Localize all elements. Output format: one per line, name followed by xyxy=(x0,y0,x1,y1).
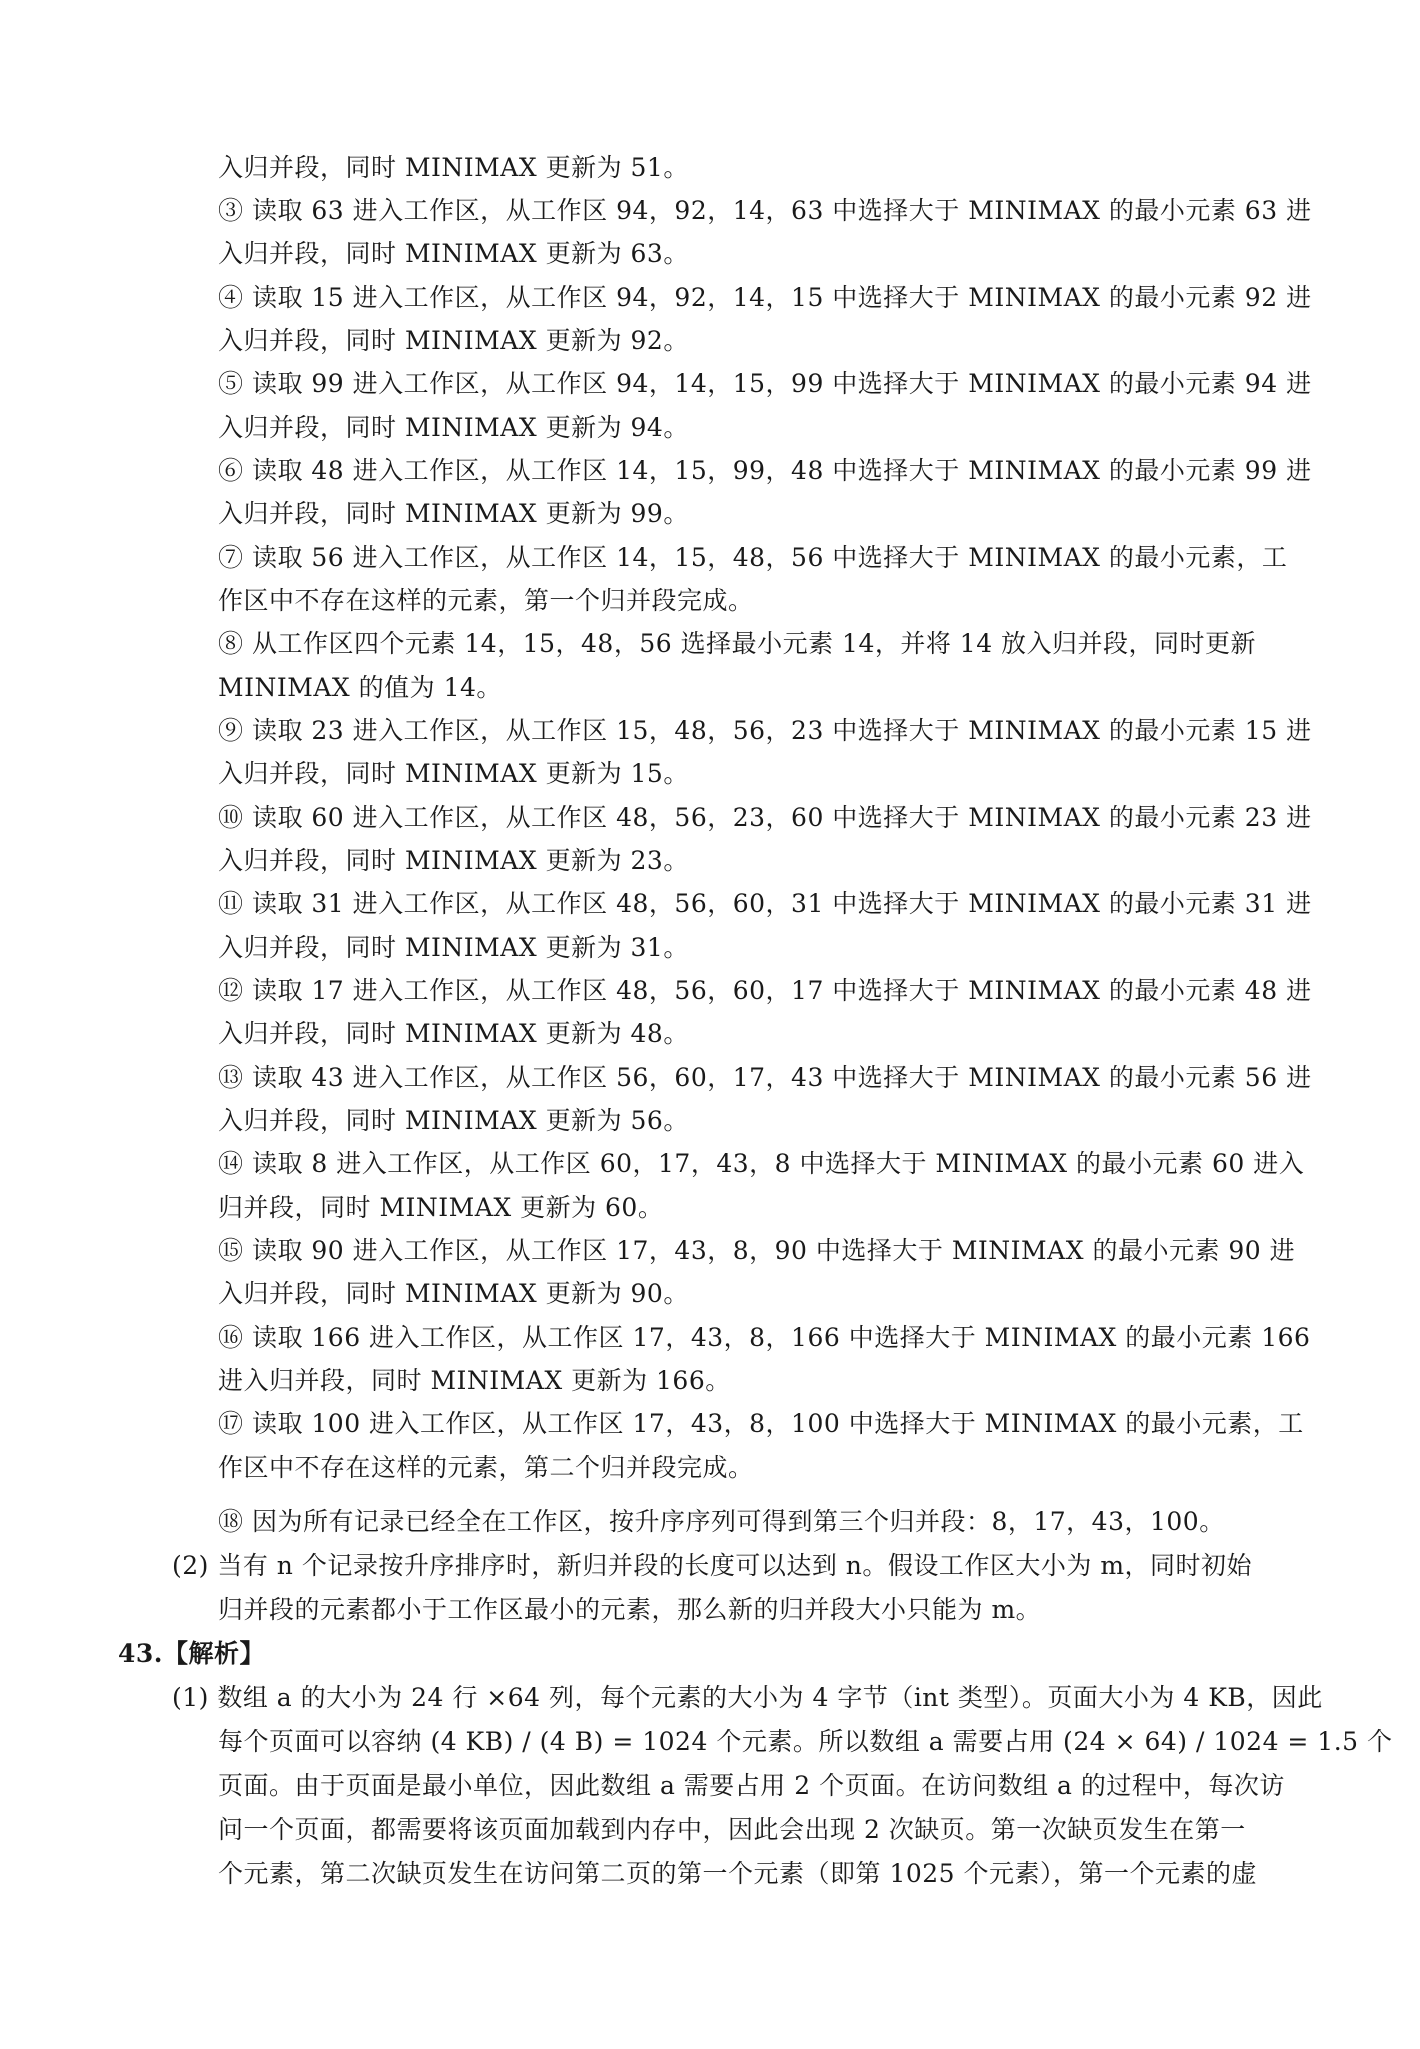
text-line: 入归并段，同时 MINIMAX 更新为 23。 xyxy=(218,846,689,875)
text-line: MINIMAX 的值为 14。 xyxy=(218,673,502,702)
text-line: 入归并段，同时 MINIMAX 更新为 90。 xyxy=(218,1279,689,1308)
section-heading: 43.【解析】 xyxy=(118,1639,265,1668)
text-line: 入归并段，同时 MINIMAX 更新为 56。 xyxy=(218,1106,689,1135)
text-line: ⑦ 读取 56 进入工作区，从工作区 14，15，48，56 中选择大于 MINIMAX 的最小元素，工 xyxy=(218,543,1288,572)
text-line: ⑯ 读取 166 进入工作区，从工作区 17，43，8，166 中选择大于 MINIMAX 的最小元素 166 xyxy=(218,1323,1311,1352)
text-line: ⑥ 读取 48 进入工作区，从工作区 14，15，99，48 中选择大于 MINIMAX 的最小元素 99 进 xyxy=(218,456,1312,485)
text-line: (2) 当有 n 个记录按升序排序时，新归并段的长度可以达到 n。假设工作区大小为 m，同时初始 xyxy=(172,1551,1253,1580)
text-line: 进入归并段，同时 MINIMAX 更新为 166。 xyxy=(218,1366,731,1395)
text-line: 归并段的元素都小于工作区最小的元素，那么新的归并段大小只能为 m。 xyxy=(218,1595,1042,1624)
text-line: ⑩ 读取 60 进入工作区，从工作区 48，56，23，60 中选择大于 MINIMAX 的最小元素 23 进 xyxy=(218,803,1312,832)
text-line: 作区中不存在这样的元素，第二个归并段完成。 xyxy=(218,1453,754,1482)
text-line: ⑬ 读取 43 进入工作区，从工作区 56，60，17，43 中选择大于 MINIMAX 的最小元素 56 进 xyxy=(218,1063,1312,1092)
text-line: 个元素，第二次缺页发生在访问第二页的第一个元素（即第 1025 个元素），第一个元素的虚 xyxy=(218,1859,1258,1888)
text-line: 入归并段，同时 MINIMAX 更新为 31。 xyxy=(218,933,689,962)
text-line: 入归并段，同时 MINIMAX 更新为 92。 xyxy=(218,326,689,355)
text-line: 入归并段，同时 MINIMAX 更新为 15。 xyxy=(218,759,689,788)
text-line: ⑫ 读取 17 进入工作区，从工作区 48，56，60，17 中选择大于 MINIMAX 的最小元素 48 进 xyxy=(218,976,1312,1005)
text-line: ③ 读取 63 进入工作区，从工作区 94，92，14，63 中选择大于 MINIMAX 的最小元素 63 进 xyxy=(218,196,1312,225)
text-line: 入归并段，同时 MINIMAX 更新为 48。 xyxy=(218,1019,689,1048)
text-line: ⑱ 因为所有记录已经全在工作区，按升序序列可得到第三个归并段：8，17，43，100。 xyxy=(218,1507,1225,1536)
text-line: 问一个页面，都需要将该页面加载到内存中，因此会出现 2 次缺页。第一次缺页发生在第一 xyxy=(218,1815,1246,1844)
text-line: (1) 数组 a 的大小为 24 行 ×64 列，每个元素的大小为 4 字节（int 类型）。页面大小为 4 KB，因此 xyxy=(172,1683,1323,1712)
text-line: 入归并段，同时 MINIMAX 更新为 94。 xyxy=(218,413,689,442)
text-line: ⑰ 读取 100 进入工作区，从工作区 17，43，8，100 中选择大于 MINIMAX 的最小元素，工 xyxy=(218,1409,1304,1438)
text-line: ⑧ 从工作区四个元素 14，15，48，56 选择最小元素 14，并将 14 放入归并段，同时更新 xyxy=(218,629,1257,658)
text-line: ⑭ 读取 8 进入工作区，从工作区 60，17，43，8 中选择大于 MINIMAX 的最小元素 60 进入 xyxy=(218,1149,1305,1178)
text-line: 归并段，同时 MINIMAX 更新为 60。 xyxy=(218,1193,664,1222)
text-line: ⑮ 读取 90 进入工作区，从工作区 17，43，8，90 中选择大于 MINIMAX 的最小元素 90 进 xyxy=(218,1236,1296,1265)
text-line: 入归并段，同时 MINIMAX 更新为 63。 xyxy=(218,239,689,268)
text-line: 每个页面可以容纳 (4 KB) / (4 B) = 1024 个元素。所以数组 a 需要占用 (24 × 64) / 1024 = 1.5 个 xyxy=(218,1727,1393,1756)
text-line: ④ 读取 15 进入工作区，从工作区 94，92，14，15 中选择大于 MINIMAX 的最小元素 92 进 xyxy=(218,283,1312,312)
text-line: ⑤ 读取 99 进入工作区，从工作区 94，14，15，99 中选择大于 MINIMAX 的最小元素 94 进 xyxy=(218,369,1312,398)
text-line: ⑨ 读取 23 进入工作区，从工作区 15，48，56，23 中选择大于 MINIMAX 的最小元素 15 进 xyxy=(218,716,1312,745)
text-line: 作区中不存在这样的元素，第一个归并段完成。 xyxy=(218,586,754,615)
text-line: 入归并段，同时 MINIMAX 更新为 99。 xyxy=(218,499,689,528)
text-line: 入归并段，同时 MINIMAX 更新为 51。 xyxy=(218,153,689,182)
text-line: ⑪ 读取 31 进入工作区，从工作区 48，56，60，31 中选择大于 MINIMAX 的最小元素 31 进 xyxy=(218,889,1312,918)
text-line: 页面。由于页面是最小单位，因此数组 a 需要占用 2 个页面。在访问数组 a 的过程中，每次访 xyxy=(218,1771,1285,1800)
